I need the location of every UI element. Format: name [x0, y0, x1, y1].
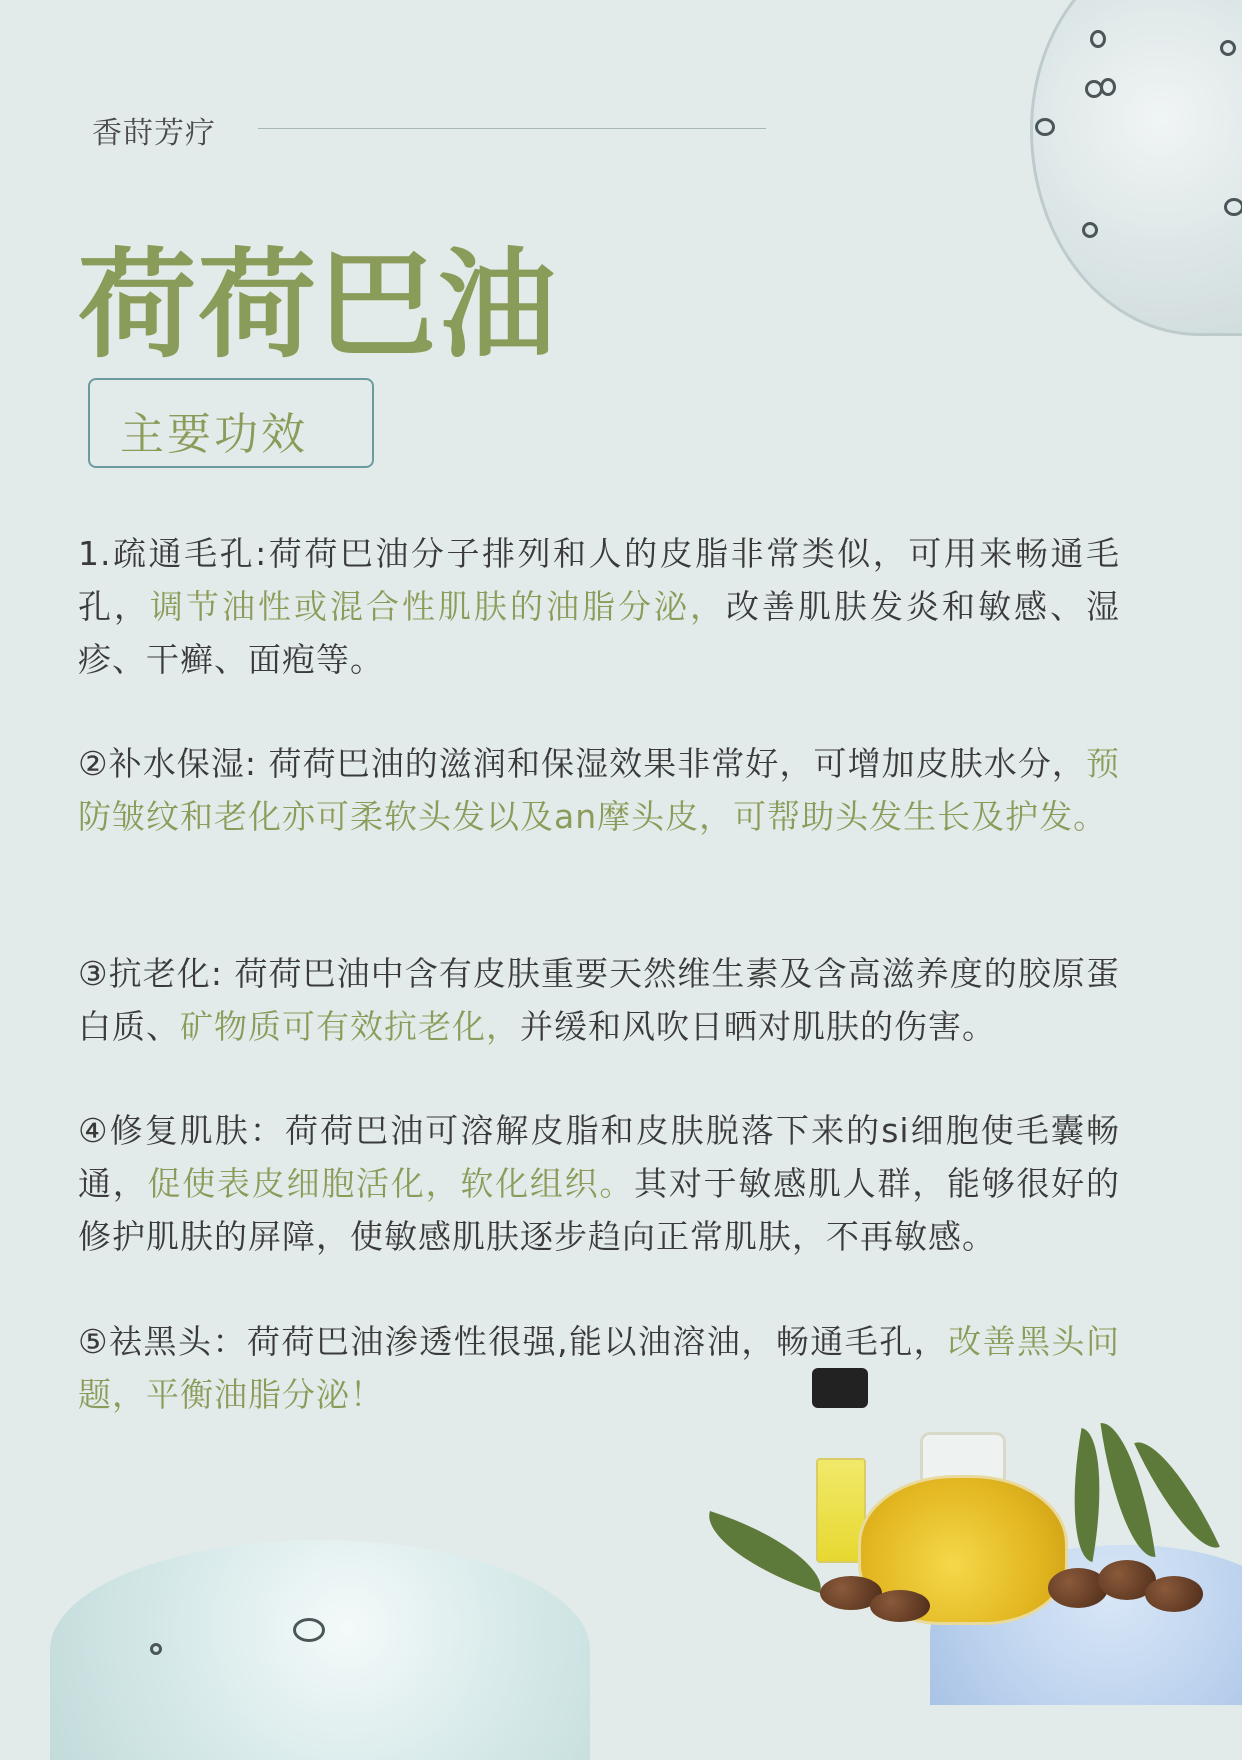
paragraph-text: 并缓和风吹日晒对肌肤的伤害。 — [520, 1007, 996, 1046]
bubble-decoration — [293, 1618, 325, 1642]
section-tag — [88, 378, 374, 468]
paragraph-highlight: 矿物质可有效抗老化， — [180, 1007, 520, 1046]
jojoba-seed — [1145, 1576, 1203, 1612]
gel-texture-top-decoration — [1030, 0, 1242, 336]
bubble-decoration — [1100, 78, 1116, 96]
benefit-paragraph-4 — [78, 1104, 1120, 1263]
benefit-paragraph-2 — [78, 737, 1120, 843]
leaf-decoration — [1100, 1418, 1155, 1562]
bubble-decoration — [1224, 198, 1242, 216]
page-title: 荷荷巴油 — [78, 236, 559, 374]
paragraph-text: ②补水保湿: 荷荷巴油的滋润和保湿效果非常好，可增加皮肤水分， — [78, 744, 1086, 783]
bubble-decoration — [1035, 118, 1055, 136]
paragraph-text: ③抗老化: 荷荷巴油中含有皮肤重要天然维生素及含高滋养度的胶原蛋白质、 — [78, 954, 1120, 1046]
leaf-decoration — [696, 1511, 833, 1593]
bubble-decoration — [1082, 222, 1098, 238]
paragraph-text: ⑤祛黑头：荷荷巴油渗透性很强,能以油溶油，畅通毛孔， — [78, 1322, 949, 1361]
benefit-paragraph-5 — [78, 1315, 1120, 1421]
bubble-decoration — [1220, 40, 1236, 56]
section-tag-label: 主要功效 — [120, 409, 308, 460]
jojoba-seed — [870, 1590, 930, 1622]
paragraph-highlight: 改善黑头问题，平衡油脂分泌！ — [78, 1322, 1120, 1414]
paragraph-highlight: 调节油性或混合性肌肤的油脂分泌， — [150, 587, 726, 626]
benefit-paragraph-1 — [78, 527, 1120, 686]
header-divider — [258, 128, 766, 129]
bubble-decoration — [1090, 30, 1106, 48]
paragraph-highlight: 促使表皮细胞活化，软化组织。 — [147, 1164, 635, 1203]
benefit-paragraph-3 — [78, 947, 1120, 1053]
paragraph-text: 改善肌肤发炎和敏感、湿疹、干癣、面疱等。 — [78, 587, 1120, 679]
bubble-decoration — [150, 1643, 162, 1655]
paragraph-text: 其对于敏感肌人群，能够很好的修护肌肤的屏障，使敏感肌肤逐步趋向正常肌肤，不再敏感。 — [78, 1164, 1121, 1256]
brand-name: 香莳芳疗 — [92, 116, 216, 151]
gel-texture-bottom-decoration — [50, 1540, 590, 1760]
paragraph-highlight: 预防皱纹和老化亦可柔软头发以及an摩头皮，可帮助头发生长及护发。 — [78, 744, 1120, 836]
paragraph-text: 1.疏通毛孔:荷荷巴油分子排列和人的皮脂非常类似，可用来畅通毛孔， — [78, 534, 1120, 626]
paragraph-text: ④修复肌肤：荷荷巴油可溶解皮脂和皮肤脱落下来的si细胞使毛囊畅通， — [78, 1111, 1120, 1203]
